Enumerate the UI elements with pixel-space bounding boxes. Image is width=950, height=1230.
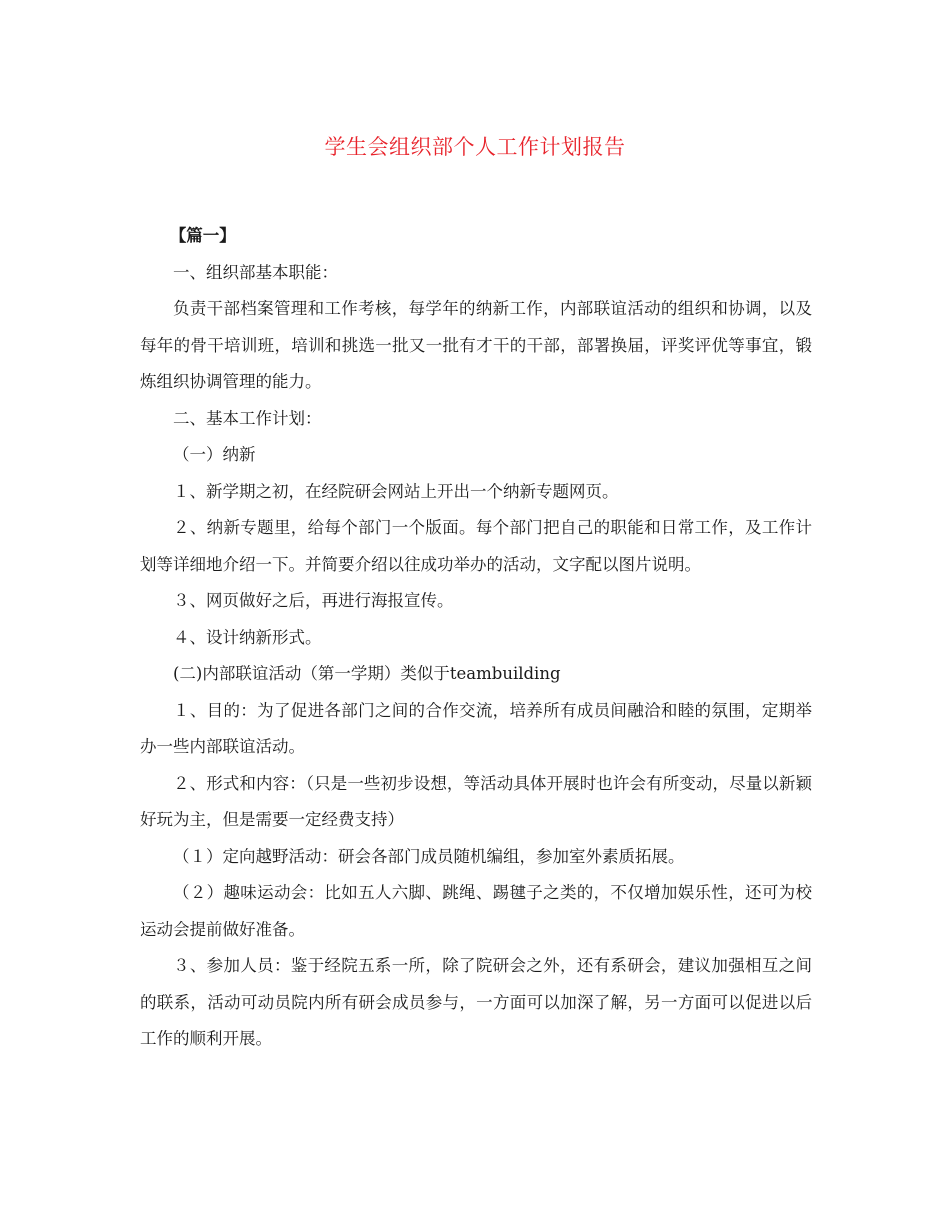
paragraph-purpose: １、目的：为了促进各部门之间的合作交流，培养所有成员间融洽和睦的氛围，定期举办一些内部联谊活动。 <box>140 700 812 756</box>
document-body <box>140 218 812 1058</box>
paragraph-item-3: ３、网页做好之后，再进行海报宣传。 <box>173 591 454 610</box>
paragraph-item-2: ２、纳新专题里，给每个部门一个版面。每个部门把自己的职能和日常工作，及工作计划等详细地介绍一下。并简要介绍以往成功举办的活动，文字配以图片说明。 <box>140 518 812 574</box>
paragraph-functions-detail: 负责干部档案管理和工作考核，每学年的纳新工作，内部联谊活动的组织和协调，以及每年的骨干培训班，培训和挑选一批又一批有才干的干部，部署换届，评奖评优等事宜，锻炼组织协调管理的能力。 <box>140 299 812 391</box>
document-title: 学生会组织部个人工作计划报告 <box>324 135 626 159</box>
paragraph-heading-functions: 一、组织部基本职能： <box>173 262 338 282</box>
paragraph-format: ２、形式和内容：（只是一些初步设想，等活动具体开展时也许会有所变动，尽量以新颖好玩为主，但是需要一定经费支持） <box>140 773 812 829</box>
paragraph-orienteering: （１）定向越野活动：研会各部门成员随机编组，参加室外素质拓展。 <box>173 846 685 866</box>
paragraph-item-1: １、新学期之初，在经院研会网站上开出一个纳新专题网页。 <box>173 481 619 501</box>
paragraph-heading-plan: 二、基本工作计划： <box>173 408 322 428</box>
paragraph-sports-meet: （２）趣味运动会：比如五人六脚、跳绳、踢毽子之类的，不仅增加娱乐性，还可为校运动会提前做好准备。 <box>140 883 812 939</box>
paragraph-recruitment: （一）纳新 <box>173 445 256 464</box>
paragraph-item-4: ４、设计纳新形式。 <box>173 627 322 647</box>
paragraph-participants: ３、参加人员：鉴于经院五系一所，除了院研会之外，还有系研会，建议加强相互之间的联系，活动可动员院内所有研会成员参与，一方面可以加深了解，另一方面可以促进以后工作的顺利开展。 <box>140 956 812 1048</box>
paragraph-teambuilding: (二)内部联谊活动（第一学期）类似于teambuilding <box>173 664 561 683</box>
section-heading: 【篇一】 <box>169 226 236 245</box>
